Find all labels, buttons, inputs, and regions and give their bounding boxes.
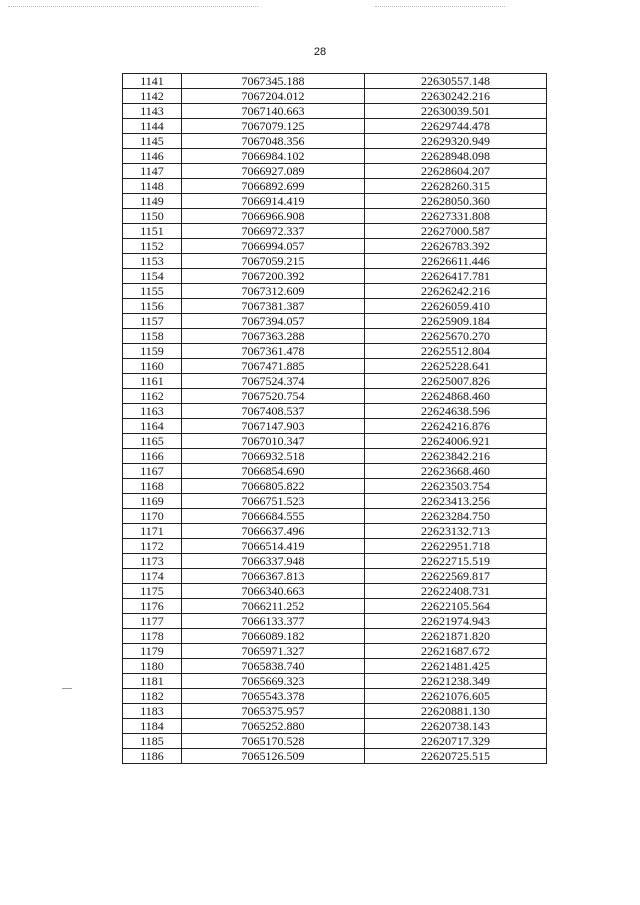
x-coordinate-cell: 7065126.509 bbox=[182, 749, 365, 764]
y-coordinate-cell: 22625909.184 bbox=[365, 314, 547, 329]
point-number-cell: 1180 bbox=[123, 659, 182, 674]
y-coordinate-cell: 22621871.820 bbox=[365, 629, 547, 644]
x-coordinate-cell: 7066932.518 bbox=[182, 449, 365, 464]
point-number-cell: 1170 bbox=[123, 509, 182, 524]
y-coordinate-cell: 22623503.754 bbox=[365, 479, 547, 494]
y-coordinate-cell: 22623284.750 bbox=[365, 509, 547, 524]
table-row bbox=[123, 524, 547, 539]
table-row bbox=[123, 614, 547, 629]
table-row bbox=[123, 509, 547, 524]
coordinates-table bbox=[122, 73, 547, 764]
point-number-cell: 1174 bbox=[123, 569, 182, 584]
y-coordinate-cell: 22628948.098 bbox=[365, 149, 547, 164]
x-coordinate-cell: 7067010.347 bbox=[182, 434, 365, 449]
y-coordinate-cell: 22629320.949 bbox=[365, 134, 547, 149]
point-number-cell: 1145 bbox=[123, 134, 182, 149]
point-number-cell: 1163 bbox=[123, 404, 182, 419]
x-coordinate-cell: 7067363.288 bbox=[182, 329, 365, 344]
point-number-cell: 1160 bbox=[123, 359, 182, 374]
x-coordinate-cell: 7066994.057 bbox=[182, 239, 365, 254]
point-number-cell: 1173 bbox=[123, 554, 182, 569]
x-coordinate-cell: 7066684.555 bbox=[182, 509, 365, 524]
y-coordinate-cell: 22623668.460 bbox=[365, 464, 547, 479]
y-coordinate-cell: 22629744.478 bbox=[365, 119, 547, 134]
table-row bbox=[123, 674, 547, 689]
x-coordinate-cell: 7066892.699 bbox=[182, 179, 365, 194]
x-coordinate-cell: 7067381.387 bbox=[182, 299, 365, 314]
y-coordinate-cell: 22622105.564 bbox=[365, 599, 547, 614]
table-row bbox=[123, 584, 547, 599]
y-coordinate-cell: 22625007.826 bbox=[365, 374, 547, 389]
table-row bbox=[123, 134, 547, 149]
table-row bbox=[123, 494, 547, 509]
point-number-cell: 1177 bbox=[123, 614, 182, 629]
y-coordinate-cell: 22628050.360 bbox=[365, 194, 547, 209]
x-coordinate-cell: 7067520.754 bbox=[182, 389, 365, 404]
y-coordinate-cell: 22624638.596 bbox=[365, 404, 547, 419]
y-coordinate-cell: 22626059.410 bbox=[365, 299, 547, 314]
table-row bbox=[123, 434, 547, 449]
point-number-cell: 1182 bbox=[123, 689, 182, 704]
margin-mark bbox=[62, 688, 72, 689]
point-number-cell: 1153 bbox=[123, 254, 182, 269]
x-coordinate-cell: 7067140.663 bbox=[182, 104, 365, 119]
point-number-cell: 1167 bbox=[123, 464, 182, 479]
y-coordinate-cell: 22630557.148 bbox=[365, 74, 547, 89]
x-coordinate-cell: 7065838.740 bbox=[182, 659, 365, 674]
y-coordinate-cell: 22621687.672 bbox=[365, 644, 547, 659]
x-coordinate-cell: 7066337.948 bbox=[182, 554, 365, 569]
table-row bbox=[123, 644, 547, 659]
point-number-cell: 1176 bbox=[123, 599, 182, 614]
x-coordinate-cell: 7066966.908 bbox=[182, 209, 365, 224]
y-coordinate-cell: 22625228.641 bbox=[365, 359, 547, 374]
x-coordinate-cell: 7065252.880 bbox=[182, 719, 365, 734]
point-number-cell: 1144 bbox=[123, 119, 182, 134]
table-row bbox=[123, 179, 547, 194]
table-row bbox=[123, 749, 547, 764]
table-row bbox=[123, 239, 547, 254]
x-coordinate-cell: 7067312.609 bbox=[182, 284, 365, 299]
point-number-cell: 1141 bbox=[123, 74, 182, 89]
point-number-cell: 1142 bbox=[123, 89, 182, 104]
point-number-cell: 1146 bbox=[123, 149, 182, 164]
point-number-cell: 1179 bbox=[123, 644, 182, 659]
x-coordinate-cell: 7065971.327 bbox=[182, 644, 365, 659]
table-row bbox=[123, 164, 547, 179]
x-coordinate-cell: 7067200.392 bbox=[182, 269, 365, 284]
x-coordinate-cell: 7066927.089 bbox=[182, 164, 365, 179]
x-coordinate-cell: 7066133.377 bbox=[182, 614, 365, 629]
table-row bbox=[123, 104, 547, 119]
table-row bbox=[123, 539, 547, 554]
x-coordinate-cell: 7065170.528 bbox=[182, 734, 365, 749]
table-row bbox=[123, 224, 547, 239]
y-coordinate-cell: 22622408.731 bbox=[365, 584, 547, 599]
x-coordinate-cell: 7066984.102 bbox=[182, 149, 365, 164]
point-number-cell: 1184 bbox=[123, 719, 182, 734]
y-coordinate-cell: 22625670.270 bbox=[365, 329, 547, 344]
table-row bbox=[123, 689, 547, 704]
y-coordinate-cell: 22623132.713 bbox=[365, 524, 547, 539]
coordinates-table-body bbox=[123, 74, 547, 764]
x-coordinate-cell: 7066089.182 bbox=[182, 629, 365, 644]
y-coordinate-cell: 22620738.143 bbox=[365, 719, 547, 734]
scan-edge-artifact bbox=[8, 6, 258, 7]
table-row bbox=[123, 599, 547, 614]
point-number-cell: 1172 bbox=[123, 539, 182, 554]
table-row bbox=[123, 734, 547, 749]
y-coordinate-cell: 22623842.216 bbox=[365, 449, 547, 464]
x-coordinate-cell: 7066751.523 bbox=[182, 494, 365, 509]
x-coordinate-cell: 7066367.813 bbox=[182, 569, 365, 584]
table-row bbox=[123, 314, 547, 329]
y-coordinate-cell: 22622715.519 bbox=[365, 554, 547, 569]
table-row bbox=[123, 449, 547, 464]
point-number-cell: 1152 bbox=[123, 239, 182, 254]
x-coordinate-cell: 7067361.478 bbox=[182, 344, 365, 359]
y-coordinate-cell: 22620717.329 bbox=[365, 734, 547, 749]
point-number-cell: 1169 bbox=[123, 494, 182, 509]
y-coordinate-cell: 22621238.349 bbox=[365, 674, 547, 689]
y-coordinate-cell: 22623413.256 bbox=[365, 494, 547, 509]
x-coordinate-cell: 7067345.188 bbox=[182, 74, 365, 89]
point-number-cell: 1178 bbox=[123, 629, 182, 644]
point-number-cell: 1171 bbox=[123, 524, 182, 539]
table-row bbox=[123, 569, 547, 584]
point-number-cell: 1181 bbox=[123, 674, 182, 689]
x-coordinate-cell: 7067059.215 bbox=[182, 254, 365, 269]
y-coordinate-cell: 22626783.392 bbox=[365, 239, 547, 254]
y-coordinate-cell: 22625512.804 bbox=[365, 344, 547, 359]
point-number-cell: 1186 bbox=[123, 749, 182, 764]
y-coordinate-cell: 22627000.587 bbox=[365, 224, 547, 239]
table-row bbox=[123, 194, 547, 209]
x-coordinate-cell: 7066211.252 bbox=[182, 599, 365, 614]
page-number: 28 bbox=[313, 46, 327, 58]
point-number-cell: 1149 bbox=[123, 194, 182, 209]
x-coordinate-cell: 7065375.957 bbox=[182, 704, 365, 719]
y-coordinate-cell: 22630242.216 bbox=[365, 89, 547, 104]
table-row bbox=[123, 479, 547, 494]
table-row bbox=[123, 629, 547, 644]
table-row bbox=[123, 299, 547, 314]
y-coordinate-cell: 22628604.207 bbox=[365, 164, 547, 179]
point-number-cell: 1151 bbox=[123, 224, 182, 239]
y-coordinate-cell: 22621481.425 bbox=[365, 659, 547, 674]
table-row bbox=[123, 704, 547, 719]
x-coordinate-cell: 7066514.419 bbox=[182, 539, 365, 554]
x-coordinate-cell: 7067471.885 bbox=[182, 359, 365, 374]
table-row bbox=[123, 389, 547, 404]
table-row bbox=[123, 374, 547, 389]
point-number-cell: 1175 bbox=[123, 584, 182, 599]
table-row bbox=[123, 359, 547, 374]
point-number-cell: 1164 bbox=[123, 419, 182, 434]
table-row bbox=[123, 89, 547, 104]
point-number-cell: 1185 bbox=[123, 734, 182, 749]
y-coordinate-cell: 22622569.817 bbox=[365, 569, 547, 584]
x-coordinate-cell: 7066972.337 bbox=[182, 224, 365, 239]
y-coordinate-cell: 22620881.130 bbox=[365, 704, 547, 719]
y-coordinate-cell: 22624868.460 bbox=[365, 389, 547, 404]
table-row bbox=[123, 284, 547, 299]
point-number-cell: 1155 bbox=[123, 284, 182, 299]
table-row bbox=[123, 209, 547, 224]
point-number-cell: 1183 bbox=[123, 704, 182, 719]
table-row bbox=[123, 404, 547, 419]
x-coordinate-cell: 7066637.496 bbox=[182, 524, 365, 539]
y-coordinate-cell: 22622951.718 bbox=[365, 539, 547, 554]
point-number-cell: 1158 bbox=[123, 329, 182, 344]
table-row bbox=[123, 269, 547, 284]
y-coordinate-cell: 22624006.921 bbox=[365, 434, 547, 449]
x-coordinate-cell: 7066914.419 bbox=[182, 194, 365, 209]
y-coordinate-cell: 22620725.515 bbox=[365, 749, 547, 764]
table-row bbox=[123, 659, 547, 674]
table-row bbox=[123, 74, 547, 89]
y-coordinate-cell: 22626611.446 bbox=[365, 254, 547, 269]
x-coordinate-cell: 7067048.356 bbox=[182, 134, 365, 149]
point-number-cell: 1148 bbox=[123, 179, 182, 194]
y-coordinate-cell: 22626242.216 bbox=[365, 284, 547, 299]
x-coordinate-cell: 7067524.374 bbox=[182, 374, 365, 389]
table-row bbox=[123, 329, 547, 344]
table-row bbox=[123, 464, 547, 479]
y-coordinate-cell: 22621076.605 bbox=[365, 689, 547, 704]
x-coordinate-cell: 7066340.663 bbox=[182, 584, 365, 599]
point-number-cell: 1154 bbox=[123, 269, 182, 284]
scan-edge-artifact bbox=[375, 6, 505, 7]
x-coordinate-cell: 7066854.690 bbox=[182, 464, 365, 479]
y-coordinate-cell: 22626417.781 bbox=[365, 269, 547, 284]
point-number-cell: 1161 bbox=[123, 374, 182, 389]
table-row bbox=[123, 344, 547, 359]
point-number-cell: 1156 bbox=[123, 299, 182, 314]
x-coordinate-cell: 7067394.057 bbox=[182, 314, 365, 329]
point-number-cell: 1143 bbox=[123, 104, 182, 119]
point-number-cell: 1166 bbox=[123, 449, 182, 464]
point-number-cell: 1168 bbox=[123, 479, 182, 494]
y-coordinate-cell: 22624216.876 bbox=[365, 419, 547, 434]
y-coordinate-cell: 22627331.808 bbox=[365, 209, 547, 224]
table-row bbox=[123, 419, 547, 434]
x-coordinate-cell: 7065669.323 bbox=[182, 674, 365, 689]
table-row bbox=[123, 119, 547, 134]
y-coordinate-cell: 22628260.315 bbox=[365, 179, 547, 194]
table-row bbox=[123, 254, 547, 269]
table-row bbox=[123, 149, 547, 164]
point-number-cell: 1150 bbox=[123, 209, 182, 224]
table-row bbox=[123, 554, 547, 569]
point-number-cell: 1159 bbox=[123, 344, 182, 359]
x-coordinate-cell: 7067079.125 bbox=[182, 119, 365, 134]
point-number-cell: 1157 bbox=[123, 314, 182, 329]
y-coordinate-cell: 22621974.943 bbox=[365, 614, 547, 629]
x-coordinate-cell: 7067204.012 bbox=[182, 89, 365, 104]
table-row bbox=[123, 719, 547, 734]
y-coordinate-cell: 22630039.501 bbox=[365, 104, 547, 119]
x-coordinate-cell: 7066805.822 bbox=[182, 479, 365, 494]
x-coordinate-cell: 7067408.537 bbox=[182, 404, 365, 419]
x-coordinate-cell: 7065543.378 bbox=[182, 689, 365, 704]
point-number-cell: 1162 bbox=[123, 389, 182, 404]
x-coordinate-cell: 7067147.903 bbox=[182, 419, 365, 434]
point-number-cell: 1165 bbox=[123, 434, 182, 449]
point-number-cell: 1147 bbox=[123, 164, 182, 179]
